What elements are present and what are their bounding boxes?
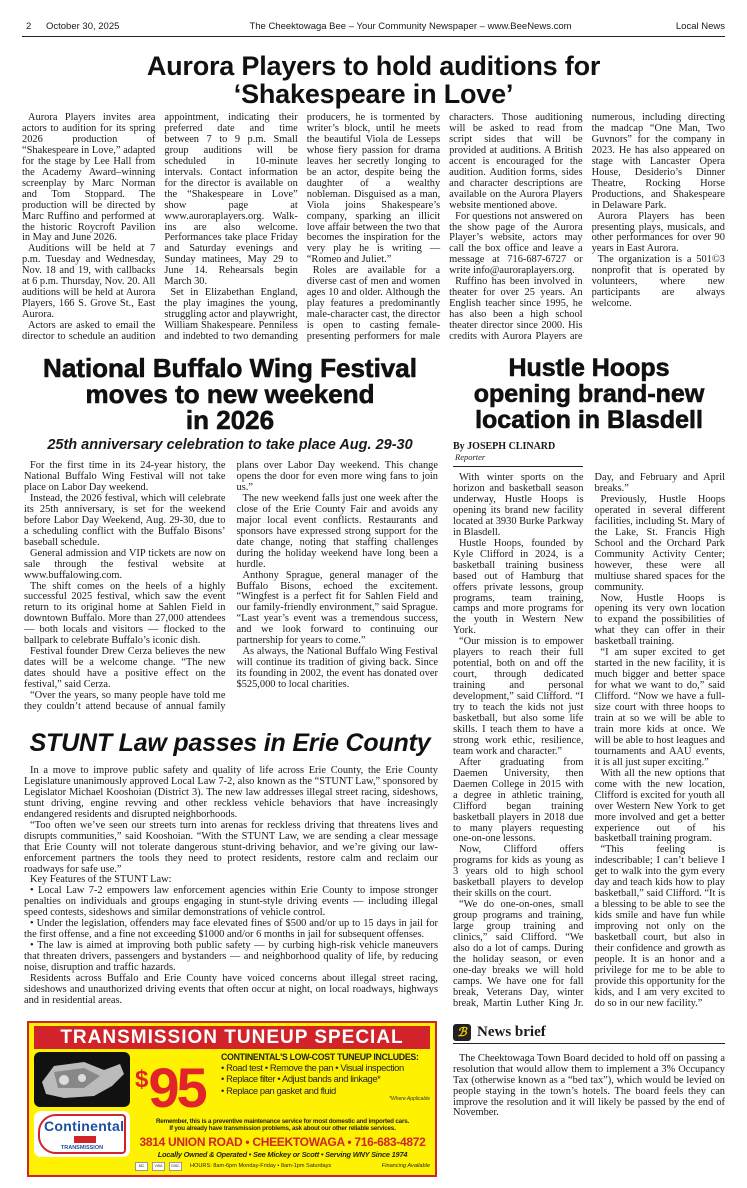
aurora-headline	[22, 52, 725, 108]
paragraph: Auditions will be held at 7 p.m. Tuesday and Wednesday, Nov. 18 and 19, with callbacks at 6 p.m. Thursday, Nov. 20. All auditions will be held at Aurora Players, 166 S. Grove St., East Aurora.	[22, 243, 156, 321]
ad-hours: HOURS: 8am-6pm Monday-Friday • 8am-1pm Saturdays	[190, 1163, 332, 1170]
wing-article-body	[22, 461, 438, 713]
headline-line: opening brand-new	[473, 380, 705, 409]
paragraph: Key Features of the STUNT Law:	[30, 874, 172, 886]
ad-tagline: Locally Owned & Operated • See Mickey or Scott • Serving WNY Since 1974	[157, 1149, 408, 1159]
ad-includes	[221, 1052, 430, 1102]
paragraph: Hustle Hoops, founded by Kyle Clifford in 2024, is a basketball training business based out of Hamburg that offers private lessons, group programs, team training, camps and more programs for the youth in Western New York.	[453, 537, 584, 637]
continental-logo	[34, 1111, 130, 1157]
visa-icon: VISA	[152, 1162, 165, 1171]
reminder-line: Remember, this is a preventive maintenance service for most domestic and imported cars.	[155, 1117, 410, 1125]
ad-financing: Financing Available	[381, 1163, 430, 1170]
paragraph: Aurora Players invites area actors to audition for its spring 2026 production of “Shakespeare in Love,” adapted for the stage by Lee Hall from the Academy Award–winning screenplay by Marc Norman and Tom Stoppard. The production will be directed by Marc Ruffino and performed at the historic Roycroft Pavilion in May and June 2026.	[22, 112, 156, 244]
ad-reminder	[135, 1118, 430, 1133]
bullet-item: • Local Law 7-2 empowers law enforcement agencies within Erie County to impose stronger penalties on individuals and groups engaging in stunt-style driving events — including illegal speed contests, sideshows and similar demonstrations of vehicle control.	[24, 885, 438, 919]
paragraph: Residents across Buffalo and Erie County have voiced concerns about illegal street racing, sideshows and unauthorized driving events that often occur at night, on local roadways, highways and in residential areas.	[24, 973, 438, 1006]
headline-line: location in Blasdell	[475, 406, 703, 435]
wing-headline	[22, 353, 438, 436]
paragraph: Now, Clifford offers programs for kids as young as 3 years old to high school basketball players to develop their skills on the court.	[453, 844, 584, 900]
ad-service-list	[221, 1062, 430, 1096]
ad-right	[135, 1052, 430, 1171]
page-header	[22, 21, 725, 37]
ad-footer	[135, 1162, 430, 1171]
headline-line: Hustle Hoops	[508, 354, 670, 383]
paragraph: In a move to improve public safety and quality of life across Erie County, the Erie County Legislature unanimously approved Local Law 7-2, also known as the “STUNT Law,” sponsored by Legislator Michael Kooshoian (District 3). The new law addresses illegal street racing, sideshows, stunt driving, engine revving and other reckless vehicle behaviors that have increasingly endangered residents and disrupted neighborhoods.	[24, 764, 438, 820]
paragraph: General admission and VIP tickets are now on sale through the festival website at www.buffalowing.com.	[24, 547, 226, 581]
paragraph: Actors are asked to email the director to schedule an audition appointment, indicating their preferred date and time between 7 to 9 p.m. Small group auditions will be scheduled in 10-minute intervals. Contact information for the director is available on the “Shakespeare in Love” show page at www.auroraplayers.org. Walk-ins are also welcome. Performances take place Friday and Saturday evenings and Sunday matinees, May 29 to June 14. Rehearsals begin March 30.	[22, 112, 298, 343]
byline-author: By JOSEPH CLINARD	[453, 441, 556, 453]
ad-includes-heading: CONTINENTAL'S LOW-COST TUNEUP INCLUDES:	[221, 1051, 419, 1062]
headline-line: in 2026	[185, 405, 275, 436]
masthead: The Cheektowaga Bee – Your Community Newspaper – www.BeeNews.com	[249, 21, 572, 32]
service-item: • Replace filter • Adjust bands and linkage*	[221, 1073, 381, 1085]
ad-address: 3814 UNION ROAD • CHEEKTOWAGA • 716-683-4872	[139, 1134, 426, 1149]
paragraph: “I am super excited to get started in the new facility, it is much bigger and better space for what we want to do,” said Clifford. “Now we have a full-size court with three hoops to train at so we will be able to train more kids at once. We will be able to host leagues and tournaments and AAU events, it is all just super exciting.”	[594, 647, 725, 768]
paragraph: Now, Hustle Hoops is opening its very own location to expand the possibilities of what they can offer in their basketball training.	[594, 592, 725, 648]
paragraph: After graduating from Daemen University, then Daemen College in 2015 with a degree in athletic training, Clifford began training basketball players in 2018 due to many players requesting one-on-one lessons.	[453, 756, 584, 845]
paragraph: For questions not answered on the show page of the Aurora Player’s website, actors may call the box office and leave a message at 716-687-6727 or write info@auroraplayers.org.	[449, 210, 583, 277]
paragraph: Anthony Sprague, general manager of the Buffalo Bisons, echoed the excitement. “Wingfest is a perfect fit for Sahlen Field and our family-friendly environment,” said Sprague. “Last year’s event was a tremendous success, and we look forward to continuing our partnership for years to come.”	[236, 569, 438, 647]
mastercard-icon: MC	[135, 1162, 148, 1171]
ad-title: TRANSMISSION TUNEUP SPECIAL	[34, 1026, 430, 1049]
discover-icon: DISC	[169, 1162, 182, 1171]
bullet-item: • Under the legislation, offenders may face elevated fines of $500 and/or up to 15 days in jail for the first offense, and a fine not exceeding $1000 and/or 6 months in jail for subsequent offenses.	[24, 918, 438, 941]
hoops-article-body	[453, 473, 725, 1010]
headline-line: moves to new weekend	[85, 379, 375, 410]
paragraph: With winter sports on the horizon and basketball season underway, Hustle Hoops is opening its brand new facility located at 3930 Burke Parkway in Blasdell.	[453, 472, 584, 538]
byline-role: Reporter	[455, 452, 486, 463]
paragraph: Aurora Players has been presenting plays, musicals, and other performances for over 90 years in East Aurora.	[591, 210, 725, 255]
ad-footnote: *Where Applicable	[389, 1095, 430, 1102]
service-item: • Replace pan gasket and fluid	[221, 1084, 336, 1096]
ad-main	[34, 1052, 430, 1171]
paragraph: The organization is a 501©3 nonprofit that is operated by volunteers, where new participants are always welcome.	[591, 254, 725, 310]
section-name: Local News	[675, 21, 725, 32]
paragraph: For the first time in its 24-year history, the National Buffalo Wing Festival will not take place on Labor Day weekend.	[24, 460, 226, 493]
paragraph: Festival founder Drew Cerza believes the new dates will be a welcome change. “The new dates should have a positive effect on the festival,” said Cerza.	[24, 646, 226, 691]
logo-subtitle: TRANSMISSION	[60, 1144, 104, 1151]
paragraph: “This feeling is indescribable; I can’t believe I get to walk into the gym every day and teach kids how to play basketball,” said Clifford. “It is a blessing to be able to see the kids smile and have fun while improving not only on the basketball court, but also in their confidence and growth as people. It is an honor and a privilege for me to be able to provide this opportunity for the kids, and I am very excited to do so in our new facility.”	[594, 844, 725, 1009]
news-brief-title: News brief	[477, 1023, 546, 1040]
paragraph: “Too often we’ve seen our streets turn into arenas for reckless driving that threatens lives and disrupts communities,” said Kooshoian. “With the STUNT Law, we are sending a clear message that Erie County will not tolerate dangerous stunt-driving behavior, and we’re giving our law-enforcement partners the tools they need to protect residents, restore calm and reclaim our roadways for safe use.”	[24, 819, 438, 875]
paragraph: “We do one-on-ones, small group programs and training, large group training and clinics,” said Clifford. “We also do a lot of camps. During the holiday season, or even one-day breaks we will hold camps. We have one for fall break, Veterans Day, winter break, Martin Luther King Jr. Day, and February and April breaks.”	[453, 472, 725, 1009]
wing-subhead: 25th anniversary celebration to take place Aug. 29-30	[47, 437, 413, 454]
paragraph: Set in Elizabethan England, the play imagines the young, struggling actor and playwright, William Shakespeare. Penniless and indebted to two demanding producers, he is tormented by writer’s block, until he meets the beautiful Viola de Lesseps whose fiery passion for drama leaves her secretly longing to be an actor, despite being the daughter of a wealthy nobleman. Disguised as a man, Viola joins Shakespeare’s company, sparking an illicit love affair between the two that becomes the inspiration for the very play he is writing — “Romeo and Juliet.”	[164, 112, 441, 343]
news-brief-header	[453, 1022, 725, 1044]
right-column	[450, 355, 725, 1119]
ad-left	[34, 1052, 130, 1171]
ad-price	[135, 1052, 221, 1119]
price-symbol: $	[135, 1065, 149, 1093]
headline-line: National Buffalo Wing Festival	[43, 353, 417, 384]
stunt-headline: STUNT Law passes in Erie County	[29, 728, 431, 757]
issue-date: October 30, 2025	[46, 21, 120, 32]
news-brief-body	[453, 1054, 725, 1120]
transmission-image-icon	[34, 1052, 130, 1107]
bullet-item: • The law is aimed at improving both public safety — by curbing high-risk vehicle maneuvers that threaten drivers, passengers and bystanders — and neighborhood quality of life, by reducing noise, disruption and traffic hazards.	[24, 940, 438, 974]
paragraph: “Over the years, so many people have told me they couldn’t attend because of annual family plans over Labor Day weekend. This change opens the door for even more wing fans to join us.”	[24, 460, 438, 712]
paragraph: The new weekend falls just one week after the close of the Erie County Fair and avoids any major local event conflicts. Restaurants and sponsors have expressed strong support for the date change, noting that staffing challenges during the holiday weekend have long been a hurdle.	[236, 492, 438, 570]
paragraph: Previously, Hustle Hoops operated in several different facilities, including St. Mary of the Lake, St. Francis High School and the Orchard Park Community Activity Center; however, these were all multiuse shared spaces for the community.	[594, 493, 725, 593]
paragraph: “Our mission is to empower players to reach their full potential, both on and off the court, through dedicated training and personal development,” said Clifford. “I try to teach the kids not just basketball, but also some life skills. I teach them to have a strong work ethic, resilience, team work and character.”	[453, 636, 584, 757]
paragraph: Instead, the 2026 festival, which will celebrate its 25th anniversary, is set for the weekend before Labor Day Weekend, Aug. 29-30, due to a scheduling conflict with the Buffalo Bisons’ baseball schedule.	[24, 492, 226, 548]
service-item: • Road test • Remove the pan • Visual inspection	[221, 1061, 404, 1073]
paragraph: The shift comes on the heels of a highly successful 2025 festival, which saw the event return to its original home at Sahlen Field in downtown Buffalo. More than 27,000 attendees — both locals and visitors — flocked to the ballpark to celebrate Buffalo’s iconic dish.	[24, 580, 226, 647]
page-number: 2	[26, 21, 32, 32]
bee-icon: ℬ	[453, 1024, 471, 1041]
aurora-article-body	[22, 113, 725, 343]
headline-line: Aurora Players to hold auditions for	[146, 51, 601, 81]
hoops-headline	[453, 355, 725, 433]
paragraph: The Cheektowaga Town Board decided to hold off on passing a resolution that would allow them to implement a 3% Occupancy Tax (otherwise known as a “bed tax”), which would be levied on people staying in the town’s hotels. The board feels they can improve the resolution and it will likely be passed by the end of November.	[453, 1052, 725, 1119]
stunt-article-body	[22, 766, 438, 1007]
transmission-advertisement[interactable]	[27, 1021, 437, 1177]
byline	[453, 441, 583, 467]
price-value: 95	[148, 1055, 205, 1119]
logo-name: Continental	[44, 1117, 125, 1134]
reminder-line: If you already have transmission problems, ask about our other reliable services.	[169, 1125, 396, 1133]
headline-line: ‘Shakespeare in Love’	[233, 79, 514, 109]
left-column	[22, 355, 438, 1177]
paragraph: With all the new options that come with the new location, Clifford is excited for youth all over Western New York to get more involved and get a better experience out of his basketball training program.	[594, 767, 725, 845]
ad-price-row	[135, 1051, 430, 1119]
paragraph: As always, the National Buffalo Wing Festival will continue its tradition of giving back. Since its founding in 2002, the event has donated over $525,000 to local charities.	[236, 646, 438, 691]
paragraph: Ruffino has been involved in theater for over 25 years. An English teacher since 1995, he has also been a high school theater director since 2000. His credits with Aurora Players are numerous, including directing the madcap “One Man, Two Guvnors” for the company in 2023. He has also appeared on stage with Lancaster Opera House, Desiderio’s Dinner Theatre, Rocking Horse Productions, and Shakespeare in Delaware Park.	[449, 112, 725, 343]
paragraph: Roles are available for a diverse cast of men and women ages 10 and older. Although the play features a predominantly male-character cast, the director is open to casting female-presenting performers for male characters. Those auditioning will be asked to read from script sides that will be provided at auditions. A British accent is encouraged for the audition. Audition forms, sides and character descriptions are available on the Aurora Players website mentioned above.	[306, 112, 583, 343]
lower-section	[22, 355, 725, 1177]
